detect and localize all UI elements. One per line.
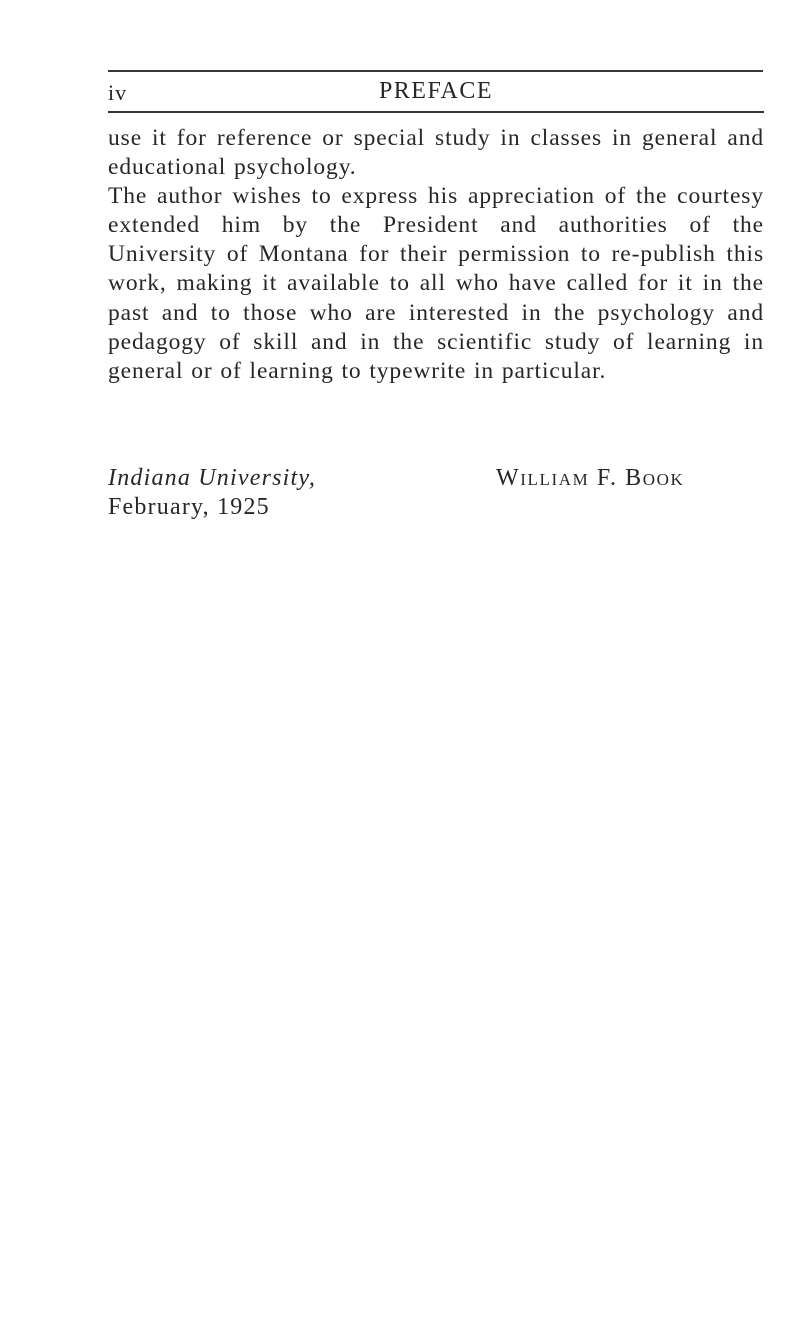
page-number: iv [108, 80, 128, 105]
signature-author: William F. Book [496, 465, 685, 491]
header-rule-bottom [108, 111, 764, 113]
header-rule-top [108, 70, 763, 72]
running-title: PREFACE [378, 78, 494, 104]
preface-body [108, 124, 764, 386]
signature-date: February, 1925 [108, 494, 270, 520]
paragraph-continued: use it for reference or special study in classes in general and educational psychology. [108, 125, 764, 181]
running-head [108, 78, 764, 108]
paragraph-acknowledgement: The author wishes to express his appreciation of the courtesy extended him by the President and authorities of the University of Montana for their permission to re-publish this work, making it available to all who have called for it in the past and to those who are interested in the psychology and pedagogy of skill and in the scientific study of learning in general or of learning to typewrite in particular. [108, 183, 764, 384]
signature-place: Indiana University, [108, 465, 317, 491]
